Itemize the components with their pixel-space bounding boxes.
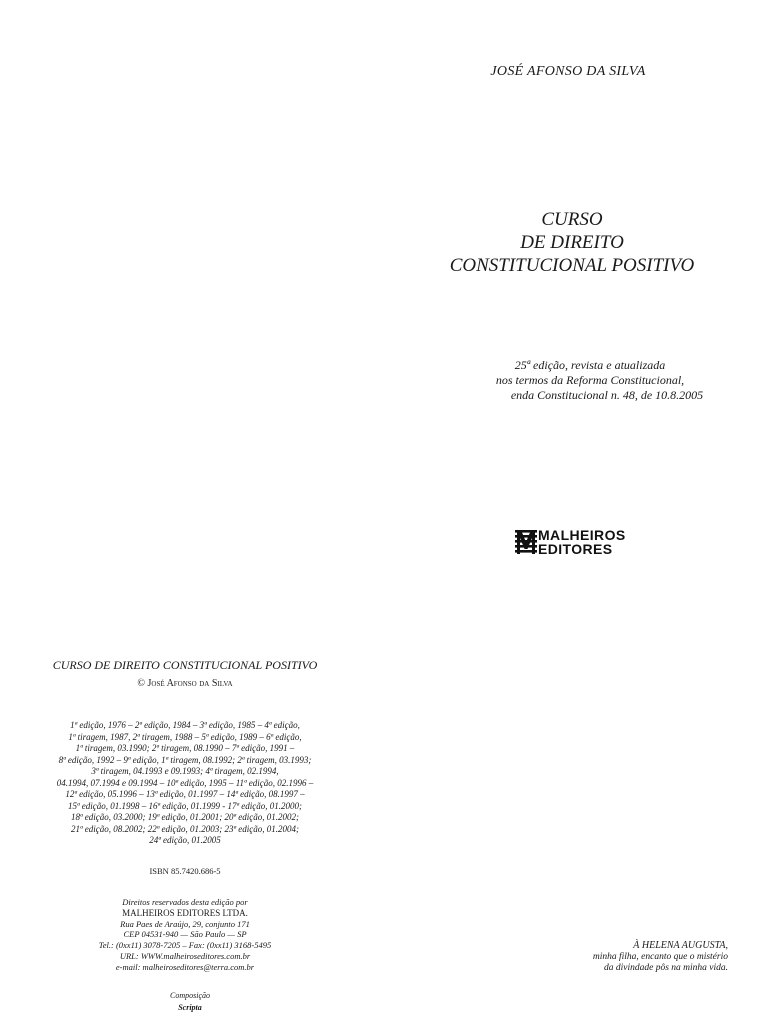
edition-history-line: 15ª edição, 01.1998 – 16ª edição, 01.1999 - 17ª edição, 01.2000; bbox=[68, 800, 302, 811]
publisher-url: URL: WWW.malheiroseditores.com.br bbox=[119, 950, 251, 961]
publisher-address: Rua Paes de Araújo, 29, conjunto 171 bbox=[120, 918, 250, 929]
edition-history-line: 1ª edição, 1976 – 2ª edição, 1984 – 3ª edição, 1985 – 4ª edição, bbox=[70, 720, 300, 730]
publisher-logo-text bbox=[538, 528, 626, 556]
composition-name: Scripta bbox=[178, 1003, 202, 1012]
edition-history-line: 1ª tiragem, 1987, 2ª tiragem, 1988 – 5ª edição, 1989 – 6ª edição, bbox=[68, 731, 302, 742]
edition-note-line-1: 25ª edição, revista e atualizada bbox=[514, 358, 666, 372]
dedication-name: À HELENA AUGUSTA, bbox=[633, 940, 728, 951]
publisher-name: MALHEIROS EDITORES LTDA. bbox=[122, 907, 248, 918]
copyright-symbol: © bbox=[137, 678, 145, 689]
composition-label: Composição bbox=[170, 991, 210, 1000]
isbn: ISBN 85.7420.686-5 bbox=[149, 866, 221, 876]
book-title-line-2: DE DIREITO bbox=[520, 232, 624, 253]
publisher-info bbox=[30, 897, 340, 973]
book-title-line-3: CONSTITUCIONAL POSITIVO bbox=[449, 255, 695, 276]
edition-history-line: 8ª edição, 1992 – 9ª edição, 1ª tiragem, 08.1992; 2ª tiragem, 03.1993; bbox=[58, 754, 312, 765]
publisher-phone: Tel.: (0xx11) 3078-7205 – Fax: (0xx11) 3168-5495 bbox=[98, 940, 272, 951]
edition-history-line: 24ª edição, 01.2005 bbox=[149, 835, 221, 845]
publisher-logo-mark-icon bbox=[514, 528, 538, 556]
composition-credit bbox=[140, 990, 240, 1014]
edition-history-line: 1ª tiragem, 03.1990; 2ª tiragem, 08.1990 – 7ª edição, 1991 – bbox=[75, 743, 295, 753]
edition-history-line: 12ª edição, 05.1996 – 13ª edição, 01.1997 – 14ª edição, 08.1997 – bbox=[65, 789, 305, 799]
dedication-line-2: da divindade pôs na minha vida. bbox=[603, 963, 728, 973]
publisher-logo bbox=[514, 528, 654, 556]
edition-history-line: 3ª tiragem, 04.1993 e 09.1993; 4ª tiragem, 02.1994, bbox=[91, 766, 279, 776]
publisher-rights: Direitos reservados desta edição por bbox=[122, 897, 248, 907]
publisher-logo-line-1: MALHEIROS bbox=[538, 527, 626, 543]
author-name: JOSÉ AFONSO DA SILVA bbox=[490, 64, 646, 79]
book-title bbox=[412, 208, 732, 277]
copyright-title: CURSO DE DIREITO CONSTITUCIONAL POSITIVO bbox=[52, 658, 318, 672]
dedication bbox=[520, 940, 728, 975]
edition-history bbox=[30, 720, 340, 847]
book-title-line-1: CURSO bbox=[541, 209, 603, 230]
edition-history-line: 21ª edição, 08.2002; 22ª edição, 01.2003; 23ª edição, 01.2004; bbox=[71, 823, 299, 834]
publisher-cep: CEP 04531-940 — São Paulo — SP bbox=[123, 929, 247, 940]
edition-history-line: 18ª edição, 03.2000; 19ª edição, 01.2001; 20ª edição, 01.2002; bbox=[71, 812, 299, 822]
edition-note-line-3: enda Constitucional n. 48, de 10.8.2005 bbox=[510, 388, 704, 402]
copyright-holder-name: José Afonso da Silva bbox=[147, 678, 233, 689]
copyright-holder bbox=[30, 678, 340, 689]
dedication-line-1: minha filha, encanto que o mistério bbox=[592, 951, 728, 962]
edition-note-line-2: nos termos da Reforma Constitucional, bbox=[495, 373, 685, 387]
edition-note bbox=[440, 358, 740, 403]
publisher-logo-line-2: EDITORES bbox=[538, 541, 613, 557]
publisher-email: e-mail: malheiroseditores@terra.com.br bbox=[115, 961, 255, 972]
edition-history-line: 04.1994, 07.1994 e 09.1994 – 10ª edição, 1995 – 11ª edição, 02.1996 – bbox=[56, 777, 314, 788]
